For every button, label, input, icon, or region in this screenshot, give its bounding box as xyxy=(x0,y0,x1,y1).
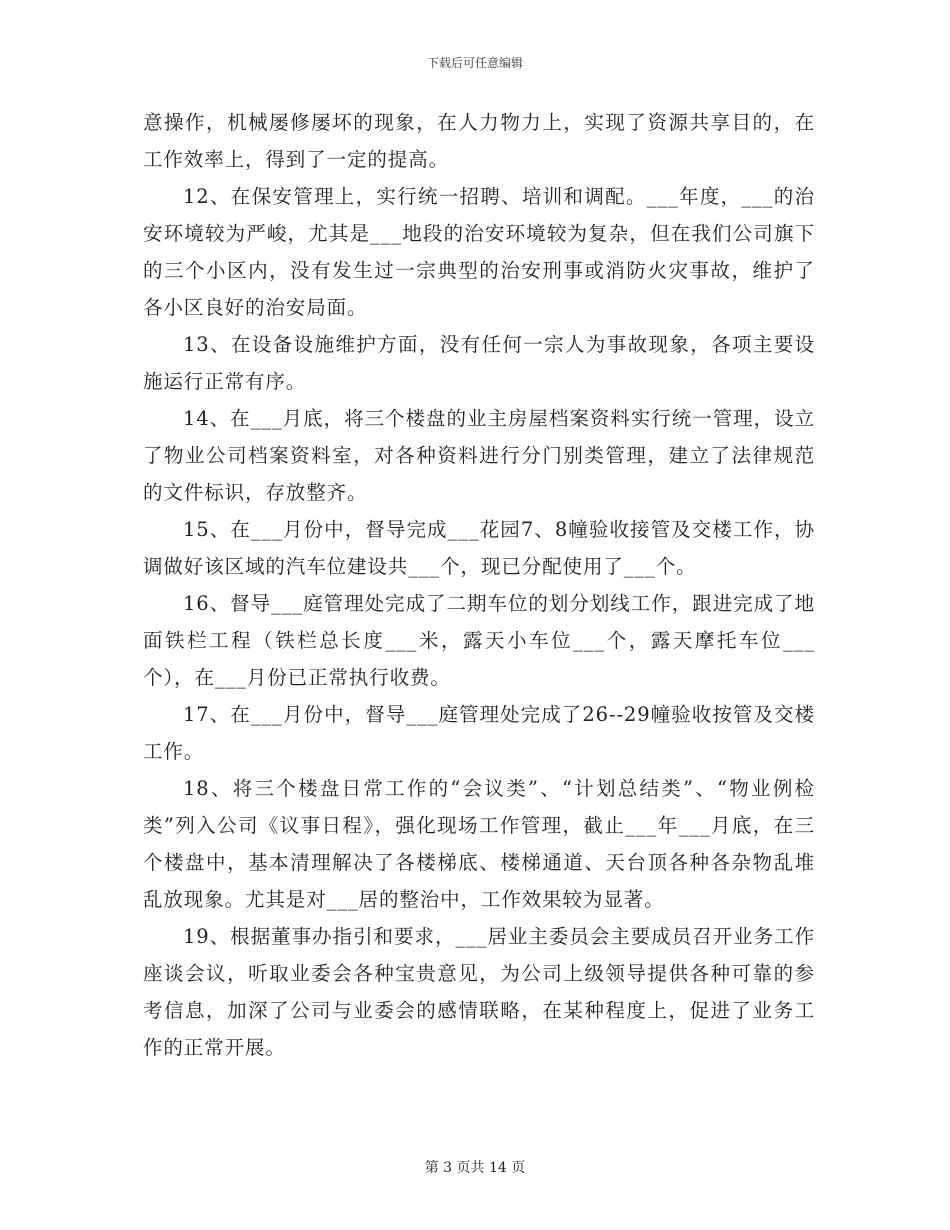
paragraph-item-14: 14、在___月底，将三个楼盘的业主房屋档案资料实行统一管理，设立了物业公司档案资料室，对各种资料进行分门别类管理，建立了法律规范的文件标识，存放整齐。 xyxy=(143,407,815,504)
paragraph-item-12: 12、在保安管理上，实行统一招聘、培训和调配。___年度，___的治安环境较为严峻，尤其是___地段的治安环境较为复杂，但在我们公司旗下的三个小区内，没有发生过一宗典型的治安刑事或消防火灾事故，维护了各小区良好的治安局面。 xyxy=(143,185,815,319)
page-header-note: 下载后可任意编辑 xyxy=(426,56,523,70)
paragraph-item-18: 18、将三个楼盘日常工作的“会议类”、“计划总结类”、“物业例检类”列入公司《议事日程》，强化现场工作管理，截止___年___月底，在三个楼盘中，基本清理解决了各楼梯底、楼梯通道、天台顶各种各杂物乱堆乱放现象。尤其是对___居的整治中，工作效果较为显著。 xyxy=(143,777,815,911)
paragraph-item-17: 17、在___月份中，督导___庭管理处完成了26--29幢验收按管及交楼工作。 xyxy=(143,703,815,763)
document-body xyxy=(143,104,815,1066)
paragraph-item-15: 15、在___月份中，督导完成___花园7、8幢验收接管及交楼工作，协调做好该区域的汽车位建设共___个，现已分配使用了___个。 xyxy=(143,518,815,578)
paragraph-item-13: 13、在设备设施维护方面，没有任何一宗人为事故现象，各项主要设施运行正常有序。 xyxy=(143,333,815,393)
paragraph-continued: 意操作，机械屡修屡坏的现象，在人力物力上，实现了资源共享目的，在工作效率上，得到了一定的提高。 xyxy=(143,111,815,171)
paragraph-item-16: 16、督导___庭管理处完成了二期车位的划分划线工作，跟进完成了地面铁栏工程（铁栏总长度___米，露天小车位___个，露天摩托车位___个），在___月份已正常执行收费。 xyxy=(143,592,815,689)
paragraph-item-19: 19、根据董事办指引和要求，___居业主委员会主要成员召开业务工作座谈会议，听取业委会各种宝贵意见，为公司上级领导提供各种可靠的参考信息，加深了公司与业委会的感情联略，在某种程度上，促进了业务工作的正常开展。 xyxy=(143,925,815,1059)
page-number: 第 3 页共 14 页 xyxy=(424,1160,526,1176)
